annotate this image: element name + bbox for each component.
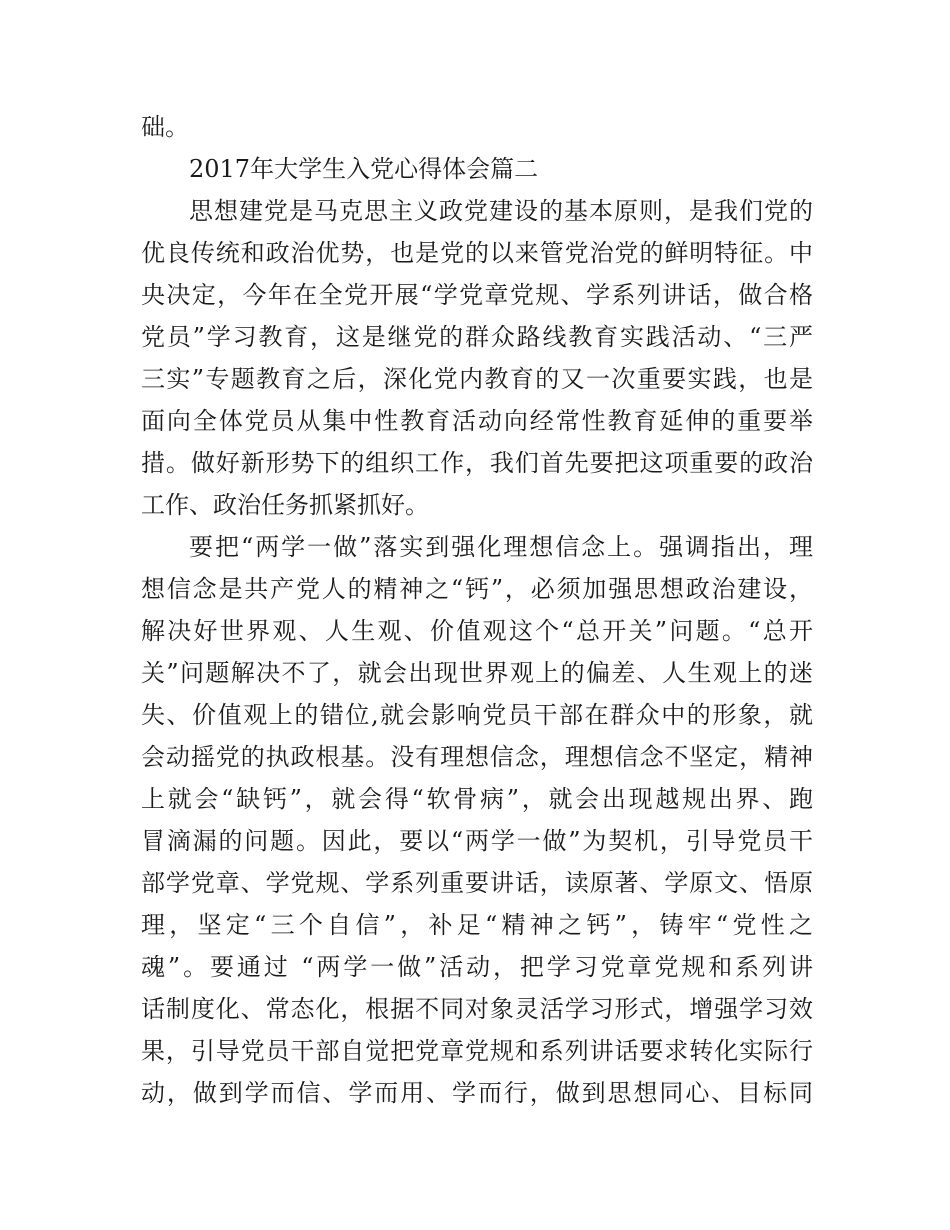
text-line: 魂”。要通过 “两学一做”活动，把学习党章党规和系列讲 — [141, 953, 813, 981]
text-line: 部学党章、学党规、学系列重要讲话，读原著、学原文、悟原 — [141, 869, 813, 897]
text-line: 面向全体党员从集中性教育活动向经常性教育延伸的重要举 — [141, 407, 813, 435]
text-line: 关”问题解决不了，就会出现世界观上的偏差、人生观上的迷 — [141, 659, 813, 687]
text-line: 上就会“缺钙”，就会得“软骨病”，就会出现越规出界、跑 — [141, 785, 813, 813]
text-line: 动，做到学而信、学而用、学而行，做到思想同心、目标同 — [141, 1079, 813, 1107]
document-body — [141, 106, 813, 1114]
text-line: 优良传统和政治优势，也是党的以来管党治党的鲜明特征。中 — [141, 239, 813, 267]
text-line: 2017年大学生入党心得体会篇二 — [189, 155, 539, 183]
text-line: 础。 — [141, 113, 189, 141]
text-line: 冒滴漏的问题。因此，要以“两学一做”为契机，引导党员干 — [141, 827, 813, 855]
text-line: 想信念是共产党人的精神之“钙”，必须加强思想政治建设， — [141, 575, 813, 603]
text-line: 思想建党是马克思主义政党建设的基本原则，是我们党的 — [189, 197, 813, 225]
text-line: 央决定，今年在全党开展“学党章党规、学系列讲话，做合格 — [141, 281, 813, 309]
text-line: 失、价值观上的错位,就会影响党员干部在群众中的形象，就 — [141, 701, 813, 729]
text-line: 解决好世界观、人生观、价值观这个“总开关”问题。“总开 — [141, 617, 813, 645]
text-line: 果，引导党员干部自觉把党章党规和系列讲话要求转化实际行 — [141, 1037, 813, 1065]
text-line: 要把“两学一做”落实到强化理想信念上。强调指出，理 — [189, 533, 813, 561]
text-line: 理，坚定“三个自信”，补足“精神之钙”，铸牢“党性之 — [141, 911, 813, 939]
text-line: 措。做好新形势下的组织工作，我们首先要把这项重要的政治 — [141, 449, 813, 477]
text-line: 工作、政治任务抓紧抓好。 — [141, 491, 429, 519]
text-line: 党员”学习教育，这是继党的群众路线教育实践活动、“三严 — [141, 323, 813, 351]
text-line: 三实”专题教育之后，深化党内教育的又一次重要实践，也是 — [141, 365, 813, 393]
text-line: 话制度化、常态化，根据不同对象灵活学习形式，增强学习效 — [141, 995, 813, 1023]
text-line: 会动摇党的执政根基。没有理想信念，理想信念不坚定，精神 — [141, 743, 813, 771]
